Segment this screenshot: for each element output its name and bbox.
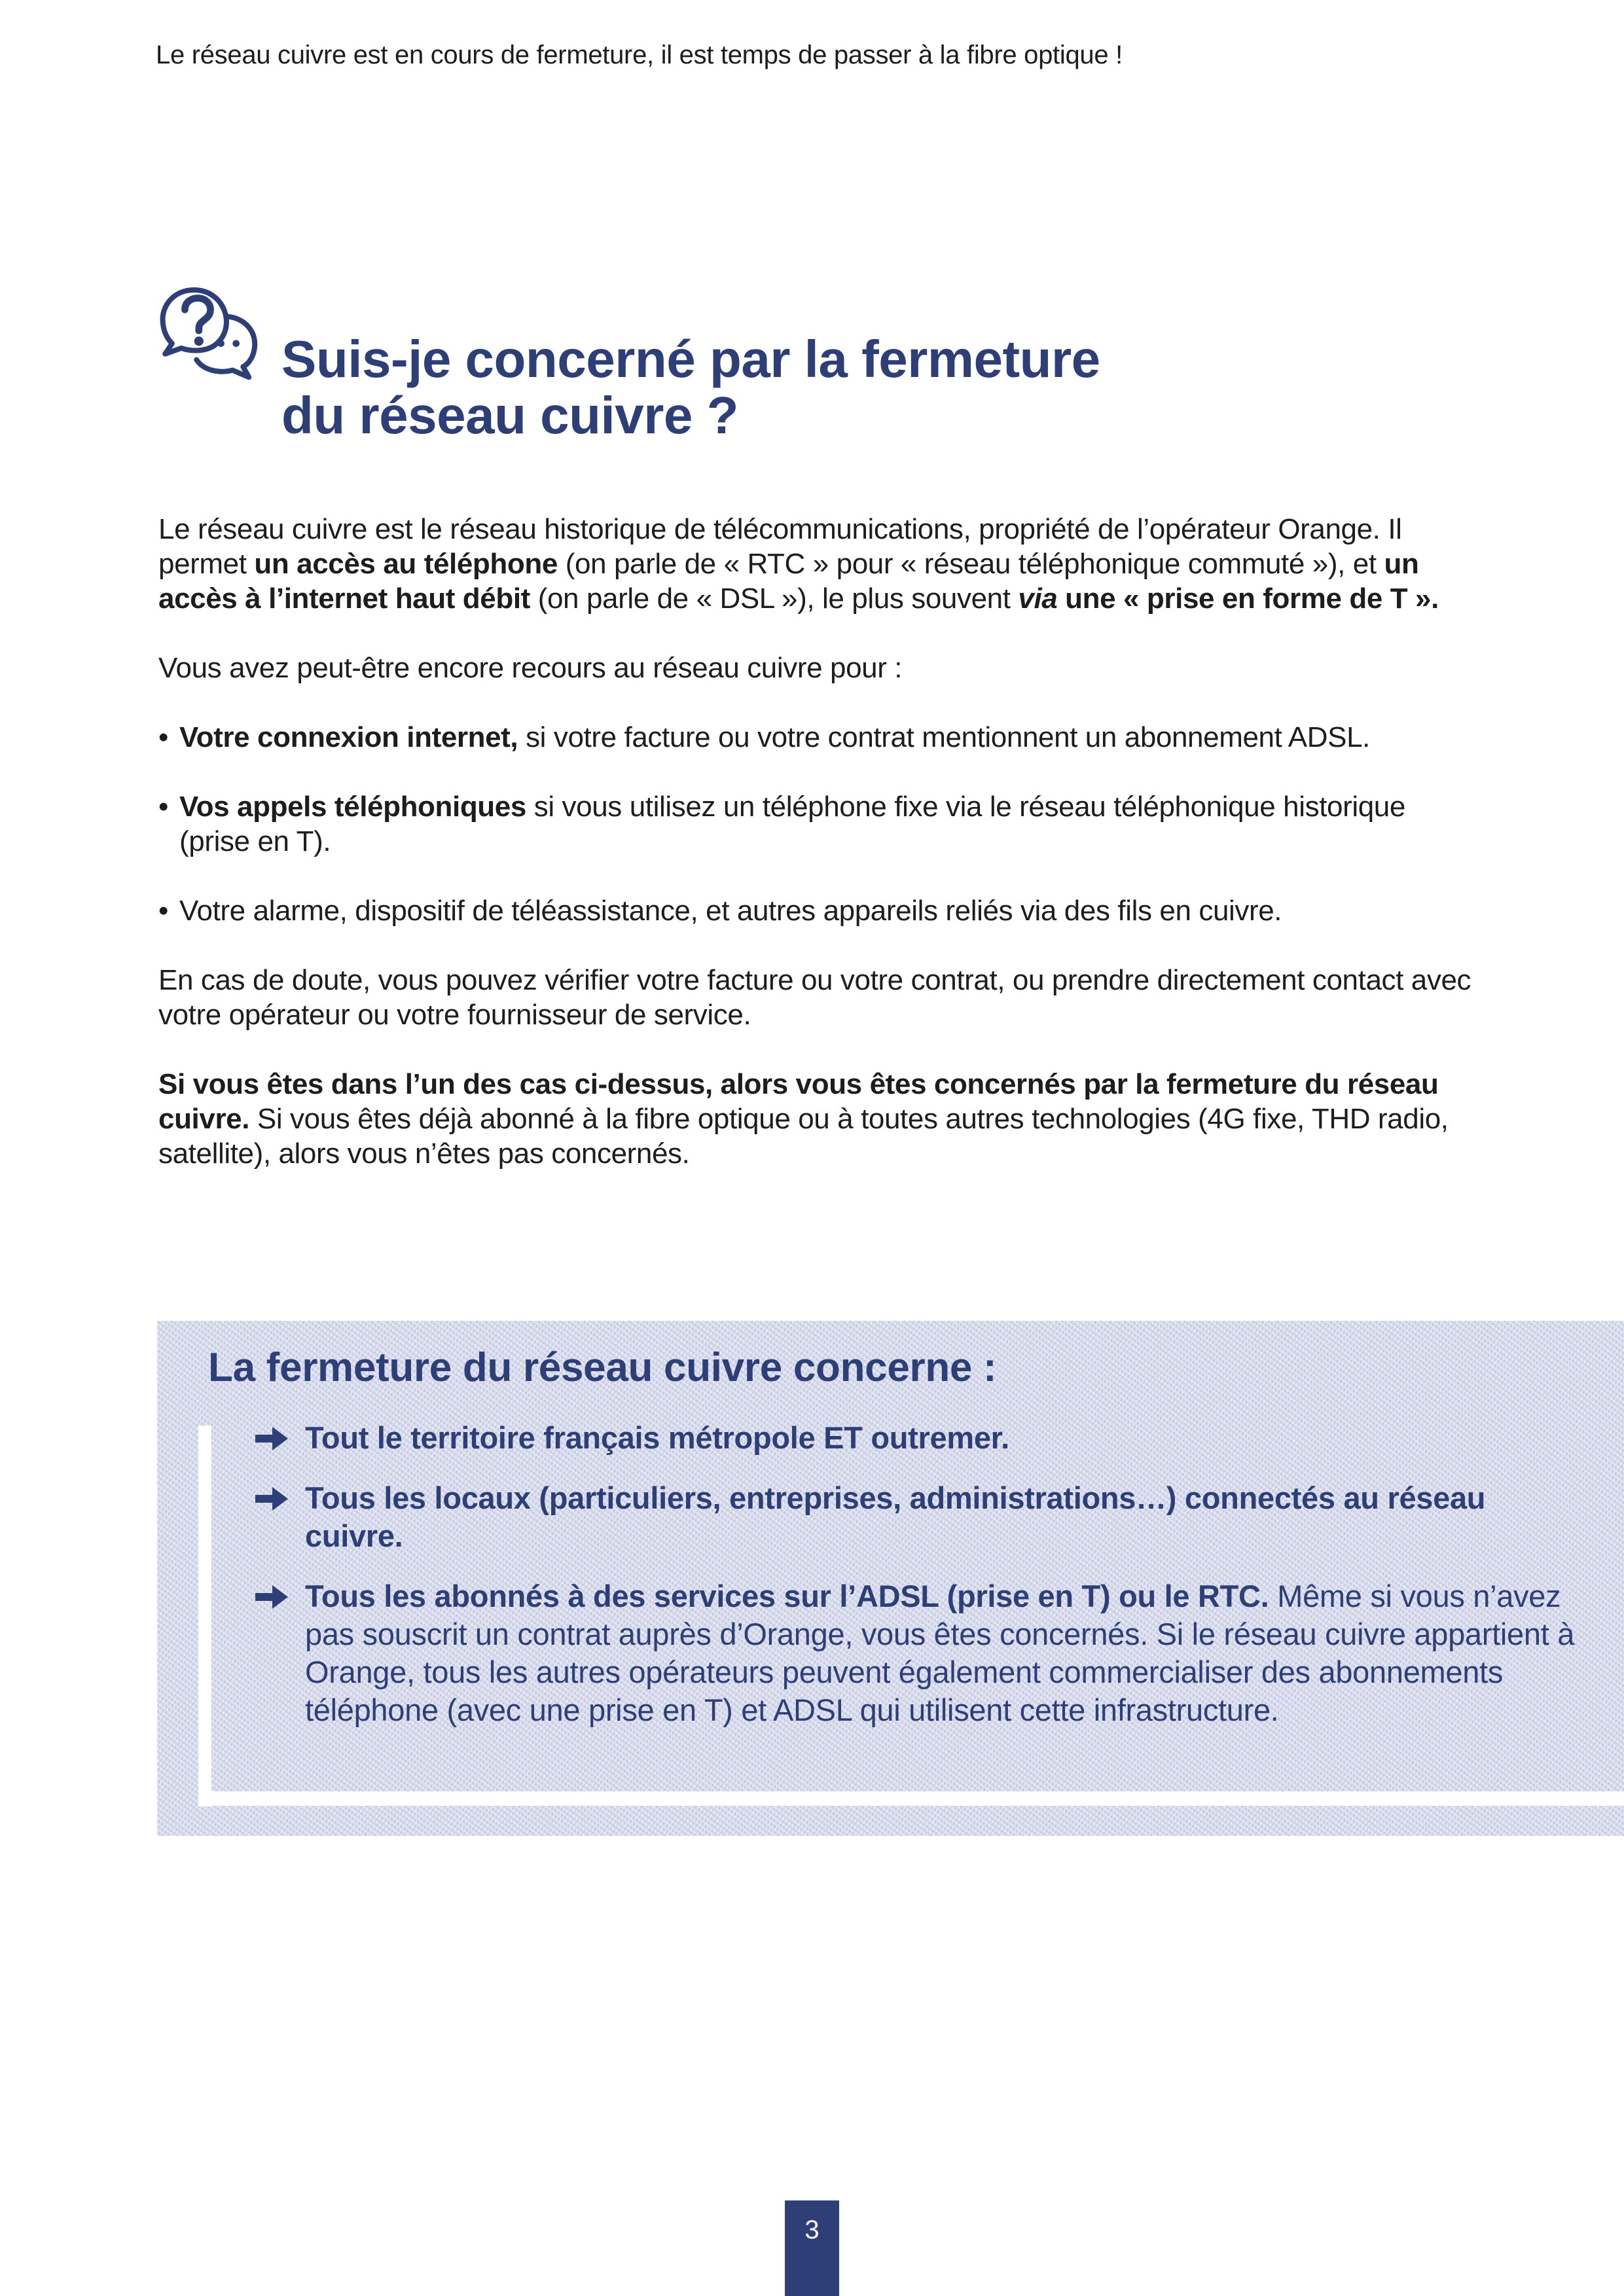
- page-title: [281, 331, 1100, 444]
- arrow-right-icon: [255, 1486, 289, 1512]
- intro-paragraph: Le réseau cuivre est le réseau historique de télécommunications, propriété de l’opérateur Orange. Il permet un accès au téléphone (on parle de « RTC » pour « réseau téléphonique commuté »), et un accès à l’internet haut débit (on parle de « DSL »), le plus souvent via une « prise en forme de T ».: [158, 513, 1439, 615]
- list-item: Tout le territoire français métropole ET outremer.: [255, 1419, 1591, 1457]
- list-item: Tous les locaux (particuliers, entreprises, administrations…) connectés au réseau cuivre.: [255, 1479, 1591, 1555]
- list-item: • Votre connexion internet, si votre facture ou votre contrat mentionnent un abonnement ADSL.: [158, 721, 1370, 753]
- bullet-icon: •: [158, 791, 169, 823]
- list-item: • Votre alarme, dispositif de téléassistance, et autres appareils reliés via des fils en cuivre.: [158, 895, 1282, 927]
- callout-title: La fermeture du réseau cuivre concerne :: [208, 1345, 997, 1390]
- running-header: Le réseau cuivre est en cours de fermeture, il est temps de passer à la fibre optique !: [156, 41, 1123, 69]
- list-item: Tous les abonnés à des services sur l’ADSL (prise en T) ou le RTC. Même si vous n’avez pas souscrit un contrat auprès d’Orange, vous êtes concernés. Si le réseau cuivre appartient à Orange, tous les autres opérateurs peuvent également commercialiser des abonnements téléphone (avec une prise en T) et ADSL qui utilisent cette infrastructure.: [255, 1577, 1591, 1729]
- bracket-vertical-line: [198, 1426, 211, 1806]
- lead-paragraph: Vous avez peut-être encore recours au réseau cuivre pour :: [158, 652, 903, 684]
- page-title-line2: du réseau cuivre ?: [281, 386, 738, 444]
- body-text: [158, 512, 1474, 1206]
- page-number: 3: [785, 2200, 839, 2296]
- arrow-right-icon: [255, 1584, 289, 1610]
- usage-list: [158, 720, 1474, 928]
- callout-box: [157, 1321, 1624, 1836]
- bullet-icon: •: [158, 895, 169, 927]
- speech-bubbles-question-icon: [156, 283, 261, 381]
- bracket-horizontal-line: [198, 1791, 1624, 1806]
- page-title-line1: Suis-je concerné par la fermeture: [281, 330, 1100, 388]
- doubt-paragraph: En cas de doute, vous pouvez vérifier votre facture ou votre contrat, ou prendre directement contact avec votre opérateur ou votre fournisseur de service.: [158, 964, 1471, 1031]
- arrow-right-icon: [255, 1426, 289, 1452]
- bullet-icon: •: [158, 721, 169, 753]
- conclusion-paragraph: Si vous êtes dans l’un des cas ci-dessus, alors vous êtes concernés par la fermeture du réseau cuivre. Si vous êtes déjà abonné à la fibre optique ou à toutes autres technologies (4G fixe, THD radio, satellite), alors vous n’êtes pas concernés.: [158, 1068, 1449, 1170]
- callout-list: [255, 1419, 1591, 1751]
- list-item: • Vos appels téléphoniques si vous utilisez un téléphone fixe via le réseau téléphonique historique (prise en T).: [158, 791, 1405, 857]
